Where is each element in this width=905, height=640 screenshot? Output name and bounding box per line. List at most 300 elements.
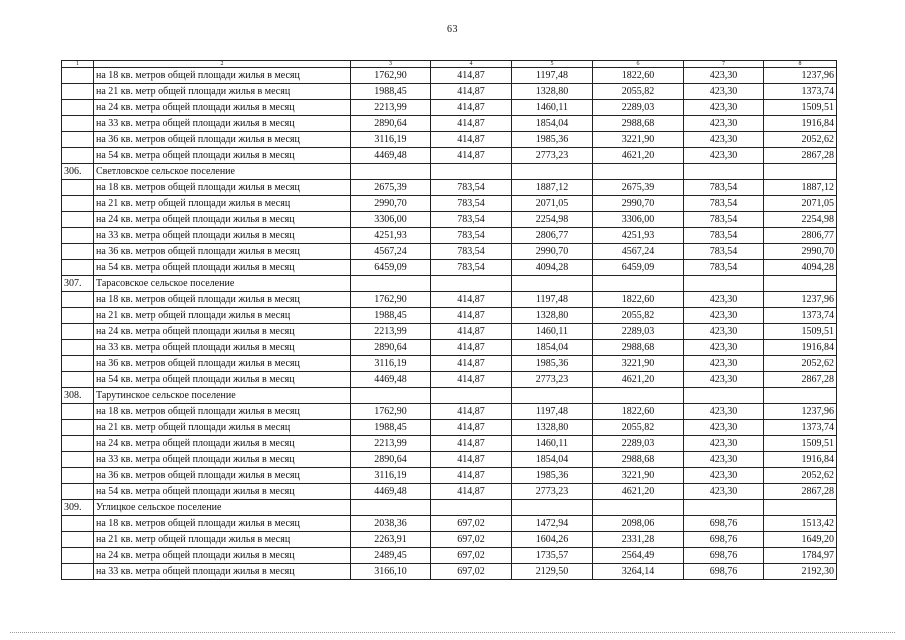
value-cell: 1854,04 <box>512 116 593 132</box>
table-row <box>62 356 837 372</box>
value-cell: 2867,28 <box>764 372 837 388</box>
value-cell: 1472,94 <box>512 516 593 532</box>
row-number-cell <box>62 340 94 356</box>
value-cell: 414,87 <box>431 116 512 132</box>
empty-cell <box>431 500 512 516</box>
value-cell: 2890,64 <box>351 340 431 356</box>
value-cell: 2055,82 <box>593 84 684 100</box>
value-cell: 1197,48 <box>512 68 593 84</box>
table-row <box>62 516 837 532</box>
value-cell: 2129,50 <box>512 564 593 580</box>
value-cell: 783,54 <box>684 212 764 228</box>
row-number-cell <box>62 548 94 564</box>
table-row <box>62 180 837 196</box>
row-number-cell <box>62 564 94 580</box>
value-cell: 2254,98 <box>512 212 593 228</box>
row-description: на 21 кв. метр общей площади жилья в месяц <box>94 420 351 436</box>
value-cell: 414,87 <box>431 68 512 84</box>
value-cell: 2773,23 <box>512 484 593 500</box>
value-cell: 1328,80 <box>512 84 593 100</box>
value-cell: 697,02 <box>431 548 512 564</box>
table-row <box>62 324 837 340</box>
section-row <box>62 276 837 292</box>
row-number-cell <box>62 132 94 148</box>
value-cell: 3116,19 <box>351 356 431 372</box>
value-cell: 698,76 <box>684 516 764 532</box>
empty-cell <box>684 164 764 180</box>
section-title: Светловское сельское поселение <box>94 164 351 180</box>
value-cell: 3264,14 <box>593 564 684 580</box>
value-cell: 3221,90 <box>593 356 684 372</box>
row-description: на 54 кв. метра общей площади жилья в месяц <box>94 484 351 500</box>
section-number: 308. <box>62 388 94 404</box>
value-cell: 2052,62 <box>764 132 837 148</box>
value-cell: 414,87 <box>431 340 512 356</box>
value-cell: 414,87 <box>431 324 512 340</box>
table-row <box>62 532 837 548</box>
value-cell: 2038,36 <box>351 516 431 532</box>
empty-cell <box>764 500 837 516</box>
empty-cell <box>512 500 593 516</box>
column-number: 1 <box>62 61 94 68</box>
value-cell: 1509,51 <box>764 100 837 116</box>
value-cell: 423,30 <box>684 452 764 468</box>
value-cell: 2564,49 <box>593 548 684 564</box>
page-bottom-rule <box>10 632 895 633</box>
value-cell: 2289,03 <box>593 436 684 452</box>
value-cell: 783,54 <box>431 228 512 244</box>
value-cell: 2806,77 <box>764 228 837 244</box>
row-description: на 18 кв. метров общей площади жилья в месяц <box>94 68 351 84</box>
row-description: на 36 кв. метров общей площади жилья в месяц <box>94 132 351 148</box>
value-cell: 423,30 <box>684 484 764 500</box>
value-cell: 2890,64 <box>351 452 431 468</box>
value-cell: 414,87 <box>431 452 512 468</box>
value-cell: 2289,03 <box>593 100 684 116</box>
value-cell: 414,87 <box>431 132 512 148</box>
row-number-cell <box>62 372 94 388</box>
empty-cell <box>593 164 684 180</box>
table-row <box>62 564 837 580</box>
value-cell: 3116,19 <box>351 468 431 484</box>
section-title: Углицкое сельское поселение <box>94 500 351 516</box>
value-cell: 698,76 <box>684 532 764 548</box>
value-cell: 1854,04 <box>512 452 593 468</box>
table-row <box>62 452 837 468</box>
value-cell: 1328,80 <box>512 420 593 436</box>
value-cell: 2867,28 <box>764 484 837 500</box>
value-cell: 2890,64 <box>351 116 431 132</box>
value-cell: 783,54 <box>431 212 512 228</box>
value-cell: 3166,10 <box>351 564 431 580</box>
row-number-cell <box>62 516 94 532</box>
value-cell: 1604,26 <box>512 532 593 548</box>
value-cell: 414,87 <box>431 372 512 388</box>
value-cell: 1887,12 <box>512 180 593 196</box>
empty-cell <box>351 276 431 292</box>
value-cell: 2055,82 <box>593 420 684 436</box>
value-cell: 1328,80 <box>512 308 593 324</box>
value-cell: 3306,00 <box>351 212 431 228</box>
value-cell: 2867,28 <box>764 148 837 164</box>
row-description: на 33 кв. метра общей площади жилья в месяц <box>94 340 351 356</box>
row-number-cell <box>62 180 94 196</box>
page-number: 63 <box>447 24 458 35</box>
tariff-table <box>61 60 837 580</box>
value-cell: 2289,03 <box>593 324 684 340</box>
section-number: 309. <box>62 500 94 516</box>
value-cell: 2098,06 <box>593 516 684 532</box>
empty-cell <box>431 164 512 180</box>
value-cell: 1988,45 <box>351 84 431 100</box>
value-cell: 1988,45 <box>351 420 431 436</box>
value-cell: 414,87 <box>431 148 512 164</box>
empty-cell <box>593 500 684 516</box>
value-cell: 697,02 <box>431 564 512 580</box>
value-cell: 2213,99 <box>351 436 431 452</box>
value-cell: 1985,36 <box>512 132 593 148</box>
value-cell: 414,87 <box>431 100 512 116</box>
empty-cell <box>764 388 837 404</box>
value-cell: 423,30 <box>684 84 764 100</box>
value-cell: 783,54 <box>684 260 764 276</box>
value-cell: 2773,23 <box>512 372 593 388</box>
empty-cell <box>512 388 593 404</box>
value-cell: 2331,28 <box>593 532 684 548</box>
empty-cell <box>593 276 684 292</box>
value-cell: 2071,05 <box>764 196 837 212</box>
value-cell: 783,54 <box>684 228 764 244</box>
value-cell: 1985,36 <box>512 468 593 484</box>
empty-cell <box>431 276 512 292</box>
row-description: на 18 кв. метров общей площади жилья в месяц <box>94 404 351 420</box>
value-cell: 423,30 <box>684 356 764 372</box>
value-cell: 1373,74 <box>764 308 837 324</box>
table-row <box>62 308 837 324</box>
value-cell: 4469,48 <box>351 148 431 164</box>
value-cell: 2052,62 <box>764 356 837 372</box>
value-cell: 1735,57 <box>512 548 593 564</box>
table-row <box>62 244 837 260</box>
row-description: на 18 кв. метров общей площади жилья в месяц <box>94 292 351 308</box>
value-cell: 4469,48 <box>351 484 431 500</box>
value-cell: 783,54 <box>431 180 512 196</box>
value-cell: 1460,11 <box>512 324 593 340</box>
value-cell: 1513,42 <box>764 516 837 532</box>
value-cell: 3116,19 <box>351 132 431 148</box>
row-number-cell <box>62 196 94 212</box>
value-cell: 2988,68 <box>593 340 684 356</box>
value-cell: 2675,39 <box>351 180 431 196</box>
value-cell: 423,30 <box>684 308 764 324</box>
table-row <box>62 404 837 420</box>
table-row <box>62 196 837 212</box>
value-cell: 4621,20 <box>593 148 684 164</box>
row-number-cell <box>62 324 94 340</box>
value-cell: 423,30 <box>684 468 764 484</box>
table-row <box>62 116 837 132</box>
value-cell: 1784,97 <box>764 548 837 564</box>
table-row <box>62 420 837 436</box>
row-number-cell <box>62 436 94 452</box>
row-number-cell <box>62 116 94 132</box>
value-cell: 783,54 <box>431 244 512 260</box>
column-number: 8 <box>764 61 837 68</box>
value-cell: 1822,60 <box>593 292 684 308</box>
value-cell: 414,87 <box>431 436 512 452</box>
value-cell: 783,54 <box>431 260 512 276</box>
row-description: на 33 кв. метра общей площади жилья в месяц <box>94 228 351 244</box>
value-cell: 698,76 <box>684 548 764 564</box>
empty-cell <box>351 500 431 516</box>
row-description: на 54 кв. метра общей площади жилья в месяц <box>94 260 351 276</box>
column-number: 4 <box>431 61 512 68</box>
column-number: 5 <box>512 61 593 68</box>
row-description: на 18 кв. метров общей площади жилья в месяц <box>94 180 351 196</box>
row-number-cell <box>62 100 94 116</box>
row-number-cell <box>62 484 94 500</box>
value-cell: 2489,45 <box>351 548 431 564</box>
empty-cell <box>764 276 837 292</box>
section-number: 306. <box>62 164 94 180</box>
table-row <box>62 292 837 308</box>
section-row <box>62 500 837 516</box>
value-cell: 1649,20 <box>764 532 837 548</box>
row-description: на 21 кв. метр общей площади жилья в месяц <box>94 84 351 100</box>
table-row <box>62 468 837 484</box>
column-number: 6 <box>593 61 684 68</box>
table-row <box>62 68 837 84</box>
table-row <box>62 84 837 100</box>
value-cell: 3221,90 <box>593 468 684 484</box>
value-cell: 4621,20 <box>593 372 684 388</box>
value-cell: 2988,68 <box>593 116 684 132</box>
row-number-cell <box>62 260 94 276</box>
row-description: на 33 кв. метра общей площади жилья в месяц <box>94 116 351 132</box>
value-cell: 414,87 <box>431 84 512 100</box>
value-cell: 1237,96 <box>764 404 837 420</box>
value-cell: 2990,70 <box>351 196 431 212</box>
value-cell: 423,30 <box>684 292 764 308</box>
value-cell: 423,30 <box>684 436 764 452</box>
row-description: на 36 кв. метров общей площади жилья в месяц <box>94 244 351 260</box>
row-number-cell <box>62 308 94 324</box>
value-cell: 3306,00 <box>593 212 684 228</box>
value-cell: 2263,91 <box>351 532 431 548</box>
value-cell: 423,30 <box>684 340 764 356</box>
row-description: на 21 кв. метр общей площади жилья в месяц <box>94 532 351 548</box>
table-row <box>62 228 837 244</box>
value-cell: 1985,36 <box>512 356 593 372</box>
value-cell: 423,30 <box>684 132 764 148</box>
row-description: на 24 кв. метра общей площади жилья в месяц <box>94 324 351 340</box>
value-cell: 423,30 <box>684 420 764 436</box>
value-cell: 1762,90 <box>351 68 431 84</box>
value-cell: 414,87 <box>431 404 512 420</box>
value-cell: 783,54 <box>684 180 764 196</box>
value-cell: 4469,48 <box>351 372 431 388</box>
value-cell: 423,30 <box>684 148 764 164</box>
value-cell: 1822,60 <box>593 404 684 420</box>
section-title: Тарутинское сельское поселение <box>94 388 351 404</box>
value-cell: 1197,48 <box>512 404 593 420</box>
table-row <box>62 372 837 388</box>
table-row <box>62 132 837 148</box>
section-number: 307. <box>62 276 94 292</box>
row-number-cell <box>62 148 94 164</box>
value-cell: 4621,20 <box>593 484 684 500</box>
value-cell: 4567,24 <box>351 244 431 260</box>
value-cell: 1988,45 <box>351 308 431 324</box>
row-number-cell <box>62 244 94 260</box>
value-cell: 1916,84 <box>764 116 837 132</box>
value-cell: 783,54 <box>684 244 764 260</box>
value-cell: 1762,90 <box>351 292 431 308</box>
value-cell: 2988,68 <box>593 452 684 468</box>
row-number-cell <box>62 212 94 228</box>
value-cell: 1460,11 <box>512 100 593 116</box>
row-number-cell <box>62 420 94 436</box>
empty-cell <box>593 388 684 404</box>
value-cell: 1373,74 <box>764 84 837 100</box>
value-cell: 2806,77 <box>512 228 593 244</box>
row-number-cell <box>62 292 94 308</box>
value-cell: 414,87 <box>431 468 512 484</box>
row-description: на 33 кв. метра общей площади жилья в месяц <box>94 452 351 468</box>
value-cell: 4094,28 <box>512 260 593 276</box>
row-description: на 21 кв. метр общей площади жилья в месяц <box>94 308 351 324</box>
row-number-cell <box>62 84 94 100</box>
table-row <box>62 340 837 356</box>
row-description: на 24 кв. метра общей площади жилья в месяц <box>94 436 351 452</box>
value-cell: 2773,23 <box>512 148 593 164</box>
row-description: на 36 кв. метров общей площади жилья в месяц <box>94 468 351 484</box>
value-cell: 2990,70 <box>593 196 684 212</box>
value-cell: 414,87 <box>431 308 512 324</box>
row-description: на 24 кв. метра общей площади жилья в месяц <box>94 100 351 116</box>
row-description: на 36 кв. метров общей площади жилья в месяц <box>94 356 351 372</box>
value-cell: 783,54 <box>684 196 764 212</box>
row-number-cell <box>62 68 94 84</box>
value-cell: 3221,90 <box>593 132 684 148</box>
value-cell: 2213,99 <box>351 324 431 340</box>
value-cell: 414,87 <box>431 356 512 372</box>
row-number-cell <box>62 468 94 484</box>
value-cell: 1762,90 <box>351 404 431 420</box>
value-cell: 6459,09 <box>593 260 684 276</box>
value-cell: 423,30 <box>684 68 764 84</box>
value-cell: 783,54 <box>431 196 512 212</box>
value-cell: 1887,12 <box>764 180 837 196</box>
value-cell: 4094,28 <box>764 260 837 276</box>
row-description: на 21 кв. метр общей площади жилья в месяц <box>94 196 351 212</box>
empty-cell <box>512 276 593 292</box>
value-cell: 4251,93 <box>593 228 684 244</box>
value-cell: 2990,70 <box>512 244 593 260</box>
value-cell: 1854,04 <box>512 340 593 356</box>
table-body <box>62 61 837 580</box>
table-row <box>62 260 837 276</box>
empty-cell <box>512 164 593 180</box>
section-title: Тарасовское сельское поселение <box>94 276 351 292</box>
value-cell: 414,87 <box>431 484 512 500</box>
empty-cell <box>764 164 837 180</box>
row-number-cell <box>62 452 94 468</box>
value-cell: 1460,11 <box>512 436 593 452</box>
value-cell: 423,30 <box>684 372 764 388</box>
value-cell: 1197,48 <box>512 292 593 308</box>
value-cell: 697,02 <box>431 516 512 532</box>
row-description: на 54 кв. метра общей площади жилья в месяц <box>94 148 351 164</box>
value-cell: 414,87 <box>431 420 512 436</box>
column-number: 2 <box>94 61 351 68</box>
row-number-cell <box>62 404 94 420</box>
value-cell: 2071,05 <box>512 196 593 212</box>
value-cell: 1509,51 <box>764 436 837 452</box>
table-row <box>62 148 837 164</box>
value-cell: 423,30 <box>684 324 764 340</box>
value-cell: 2675,39 <box>593 180 684 196</box>
column-number-row <box>62 61 837 68</box>
value-cell: 4567,24 <box>593 244 684 260</box>
value-cell: 1237,96 <box>764 68 837 84</box>
table-row <box>62 436 837 452</box>
table-row <box>62 548 837 564</box>
empty-cell <box>684 500 764 516</box>
value-cell: 2052,62 <box>764 468 837 484</box>
table-row <box>62 100 837 116</box>
empty-cell <box>684 388 764 404</box>
value-cell: 1237,96 <box>764 292 837 308</box>
value-cell: 1916,84 <box>764 340 837 356</box>
value-cell: 4251,93 <box>351 228 431 244</box>
table-row <box>62 484 837 500</box>
value-cell: 423,30 <box>684 404 764 420</box>
row-number-cell <box>62 532 94 548</box>
value-cell: 414,87 <box>431 292 512 308</box>
column-number: 7 <box>684 61 764 68</box>
empty-cell <box>431 388 512 404</box>
value-cell: 423,30 <box>684 116 764 132</box>
value-cell: 2192,30 <box>764 564 837 580</box>
value-cell: 2254,98 <box>764 212 837 228</box>
value-cell: 2055,82 <box>593 308 684 324</box>
value-cell: 423,30 <box>684 100 764 116</box>
value-cell: 6459,09 <box>351 260 431 276</box>
value-cell: 1916,84 <box>764 452 837 468</box>
row-description: на 18 кв. метров общей площади жилья в месяц <box>94 516 351 532</box>
empty-cell <box>684 276 764 292</box>
value-cell: 2990,70 <box>764 244 837 260</box>
column-number: 3 <box>351 61 431 68</box>
row-number-cell <box>62 356 94 372</box>
value-cell: 1509,51 <box>764 324 837 340</box>
empty-cell <box>351 388 431 404</box>
row-number-cell <box>62 228 94 244</box>
value-cell: 698,76 <box>684 564 764 580</box>
section-row <box>62 388 837 404</box>
value-cell: 2213,99 <box>351 100 431 116</box>
row-description: на 33 кв. метра общей площади жилья в месяц <box>94 564 351 580</box>
section-row <box>62 164 837 180</box>
row-description: на 24 кв. метра общей площади жилья в месяц <box>94 548 351 564</box>
table-row <box>62 212 837 228</box>
row-description: на 54 кв. метра общей площади жилья в месяц <box>94 372 351 388</box>
row-description: на 24 кв. метра общей площади жилья в месяц <box>94 212 351 228</box>
value-cell: 1373,74 <box>764 420 837 436</box>
value-cell: 1822,60 <box>593 68 684 84</box>
value-cell: 697,02 <box>431 532 512 548</box>
